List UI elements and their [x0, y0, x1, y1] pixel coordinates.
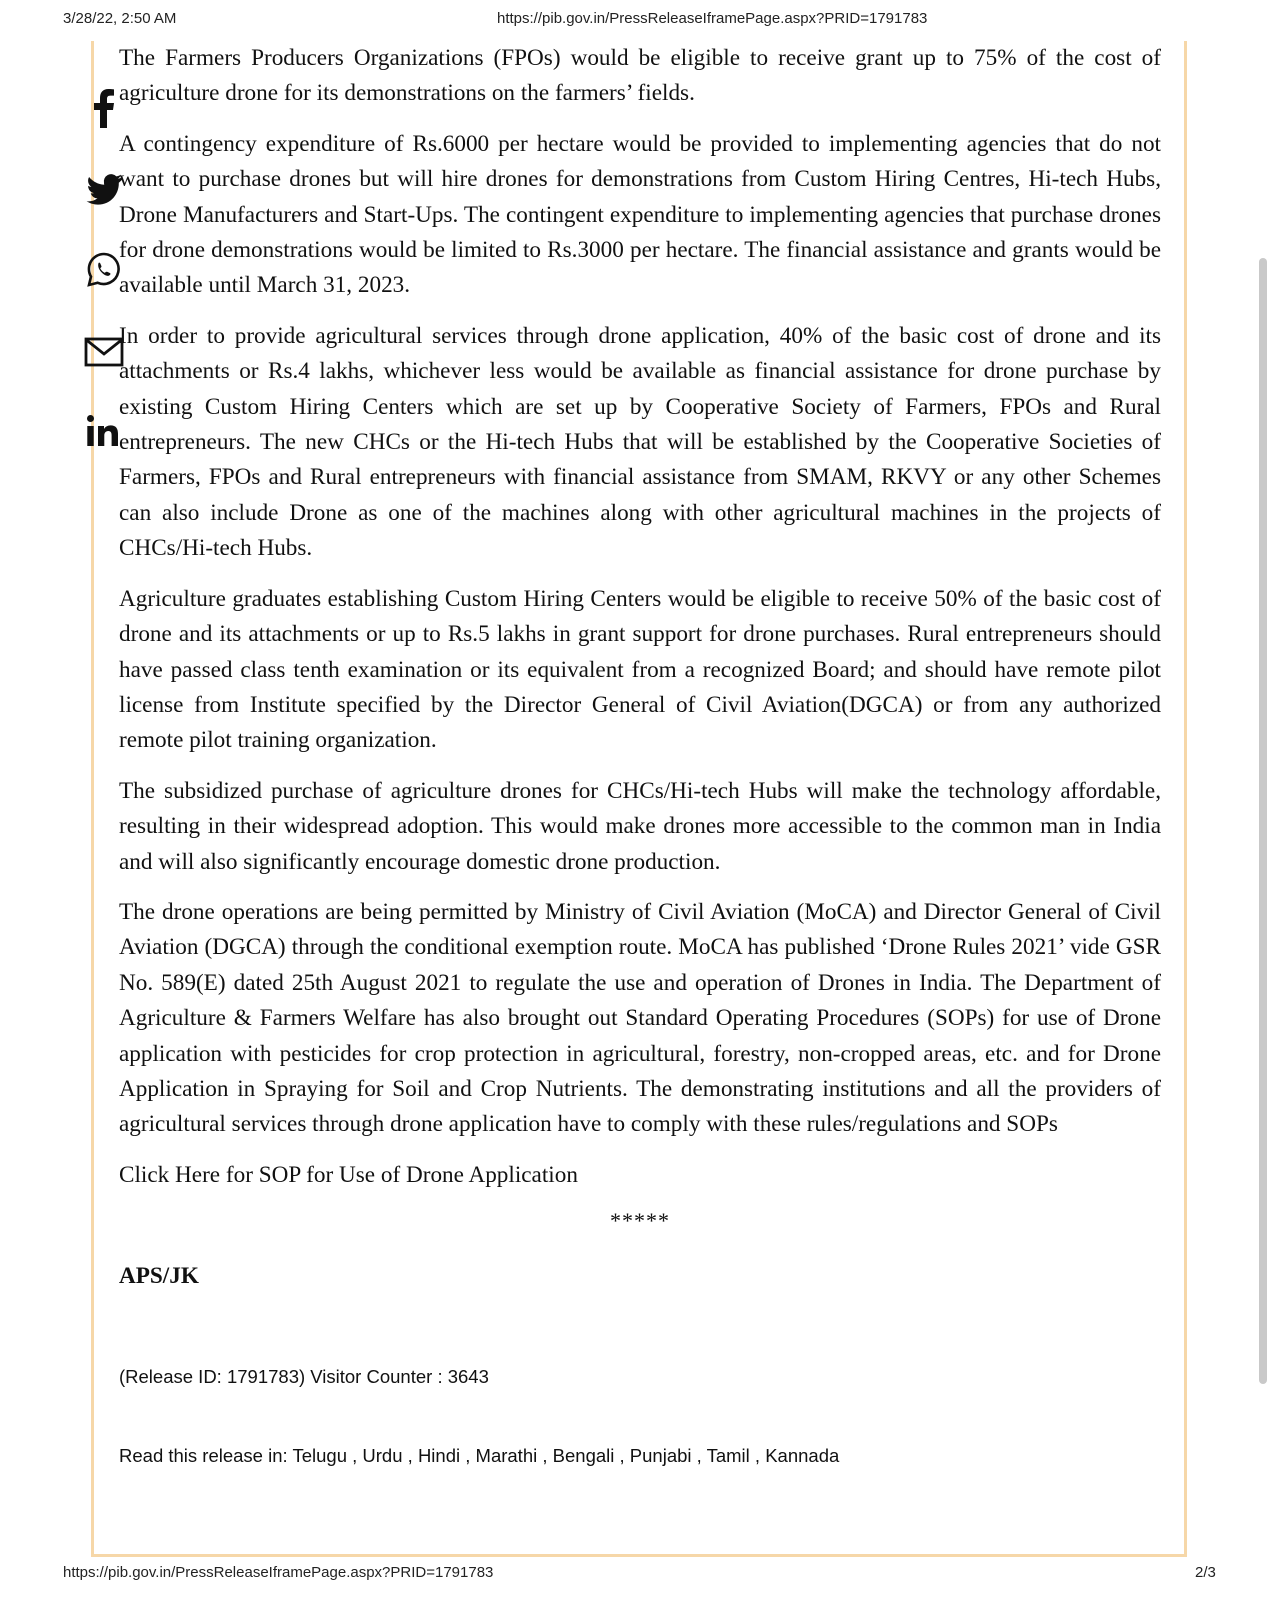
language-link-telugu[interactable]: Telugu: [292, 1445, 347, 1466]
twitter-icon[interactable]: [84, 169, 124, 209]
language-separator: ,: [691, 1445, 707, 1466]
print-url: https://pib.gov.in/PressReleaseIframePage.aspx?PRID=1791783: [497, 10, 928, 27]
language-link-punjabi[interactable]: Punjabi: [629, 1445, 692, 1466]
language-links: [119, 1443, 1161, 1469]
language-link-urdu[interactable]: Urdu: [362, 1445, 403, 1466]
languages-label: Read this release in:: [119, 1445, 293, 1466]
print-footer-url: https://pib.gov.in/PressReleaseIframePage.aspx?PRID=1791783: [63, 1564, 494, 1581]
language-separator: ,: [402, 1445, 418, 1466]
article-paragraph: The subsidized purchase of agriculture drones for CHCs/Hi-tech Hubs will make the technology affordable, resulting in their widespread adoption. This would make drones more accessible to the common man in India and will also significantly encourage domestic drone production.: [119, 777, 1161, 875]
print-header: [0, 10, 1278, 32]
linkedin-icon[interactable]: [84, 415, 124, 455]
scrollbar[interactable]: [1259, 258, 1267, 1384]
language-link-tamil[interactable]: Tamil: [706, 1445, 750, 1466]
print-footer: [0, 1564, 1278, 1586]
language-link-kannada[interactable]: Kannada: [765, 1445, 840, 1466]
facebook-icon[interactable]: [84, 88, 124, 128]
article-paragraph: In order to provide agricultural services through drone application, 40% of the basic cost of drone and its attachments or Rs.4 lakhs, whichever less would be available as financial assistance for drone purchase by existing Custom Hiring Centers which are set up by Cooperative Society of Farmers, FPOs and Rural entrepreneurs. The new CHCs or the Hi-tech Hubs that will be established by the Cooperative Societies of Farmers, FPOs and Rural entrepreneurs with financial assistance from SMAM, RKVY or any other Schemes can also include Drone as one of the machines along with other agricultural machines in the projects of CHCs/Hi-tech Hubs.: [119, 322, 1161, 562]
article-paragraph: The drone operations are being permitted by Ministry of Civil Aviation (MoCA) and Director General of Civil Aviation (DGCA) through the conditional exemption route. MoCA has published ‘Drone Rules 2021’ vide GSR No. 589(E) dated 25th August 2021 to regulate the use and operation of Drones in India. The Department of Agriculture & Farmers Welfare has also brought out Standard Operating Procedures (SOPs) for use of Drone application with pesticides for crop protection in agricultural, forestry, non-cropped areas, etc. and for Drone Application in Spraying for Soil and Crop Nutrients. The demonstrating institutions and all the providers of agricultural services through drone application have to comply with these rules/regulations and SOPs: [119, 898, 1161, 1138]
email-icon[interactable]: [84, 332, 124, 372]
language-link-hindi[interactable]: Hindi: [417, 1445, 461, 1466]
language-link-marathi[interactable]: Marathi: [475, 1445, 538, 1466]
whatsapp-icon[interactable]: [84, 250, 124, 290]
language-separator: ,: [460, 1445, 476, 1466]
language-link-bengali[interactable]: Bengali: [552, 1445, 615, 1466]
print-date: 3/28/22, 2:50 AM: [63, 10, 177, 27]
release-info: (Release ID: 1791783) Visitor Counter : 3643: [119, 1366, 489, 1387]
article-body: [119, 41, 1161, 1469]
language-separator: ,: [614, 1445, 630, 1466]
article-paragraph: The Farmers Producers Organizations (FPOs) would be eligible to receive grant up to 75% of the cost of agriculture drone for its demonstrations on the farmers’ fields.: [119, 45, 1161, 107]
signoff: APS/JK: [119, 1262, 199, 1289]
language-separator: ,: [749, 1445, 766, 1466]
sop-link[interactable]: Click Here for SOP for Use of Drone Application: [119, 1161, 578, 1188]
language-separator: ,: [537, 1445, 553, 1466]
article-paragraph: Agriculture graduates establishing Custom Hiring Centers would be eligible to receive 50% of the basic cost of drone and its attachments or up to Rs.5 lakhs in grant support for drone purchases. Rural entrepreneurs should have passed class tenth examination or its equivalent from a recognized Board; and should have remote pilot license from Institute specified by the Director General of Civil Aviation(DGCA) or from any authorized remote pilot training organization.: [119, 585, 1161, 754]
article-paragraph: A contingency expenditure of Rs.6000 per hectare would be provided to implementing agencies that do not want to purchase drones but will hire drones for demonstrations from Custom Hiring Centres, Hi-tech Hubs, Drone Manufacturers and Start-Ups. The contingent expenditure to implementing agencies that purchase drones for drone demonstrations would be limited to Rs.3000 per hectare. The financial assistance and grants would be available until March 31, 2023.: [119, 130, 1161, 299]
section-separator: *****: [610, 1208, 670, 1234]
page-number: 2/3: [1195, 1564, 1216, 1581]
language-separator: ,: [346, 1445, 363, 1466]
